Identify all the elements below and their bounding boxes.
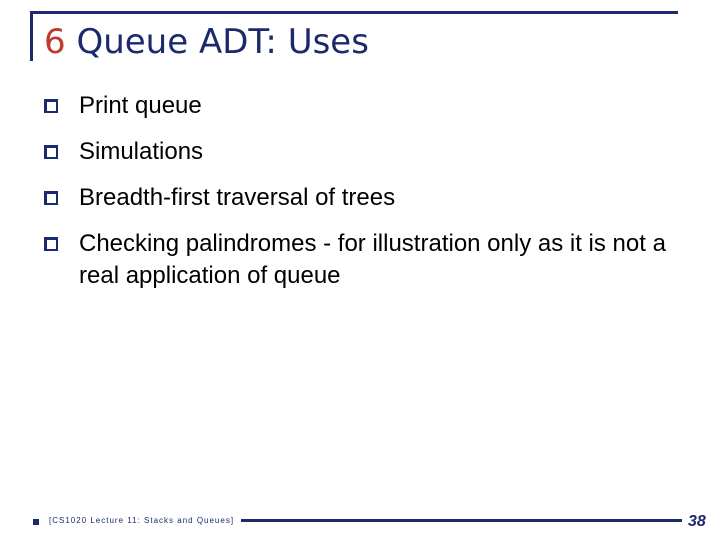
slide-title-number: 6 [44, 22, 66, 62]
bullet-item [44, 90, 684, 122]
footer-course-label: [CS1020 Lecture 11: Stacks and Queues] [49, 516, 235, 525]
slide-title-text: Queue ADT: Uses [76, 22, 369, 62]
bullet-text: Checking palindromes - for illustration only as it is not a real application of queue [79, 230, 666, 289]
bullet-list [44, 90, 684, 306]
bullet-item [44, 182, 684, 214]
bullet-text: Simulations [79, 138, 204, 165]
bullet-text: Breadth-first traversal of trees [79, 184, 396, 211]
title-frame-left-rule [30, 11, 33, 61]
hollow-square-bullet-icon [44, 237, 58, 251]
hollow-square-bullet-icon [44, 191, 58, 205]
hollow-square-bullet-icon [44, 99, 58, 113]
title-frame-top-rule [30, 11, 678, 14]
slide-title [44, 20, 369, 64]
footer-square-marker [33, 519, 39, 525]
footer-rule [241, 519, 682, 522]
hollow-square-bullet-icon [44, 145, 58, 159]
bullet-item [44, 228, 684, 292]
page-number: 38 [688, 513, 706, 530]
bullet-item [44, 136, 684, 168]
bullet-text: Print queue [79, 92, 202, 119]
